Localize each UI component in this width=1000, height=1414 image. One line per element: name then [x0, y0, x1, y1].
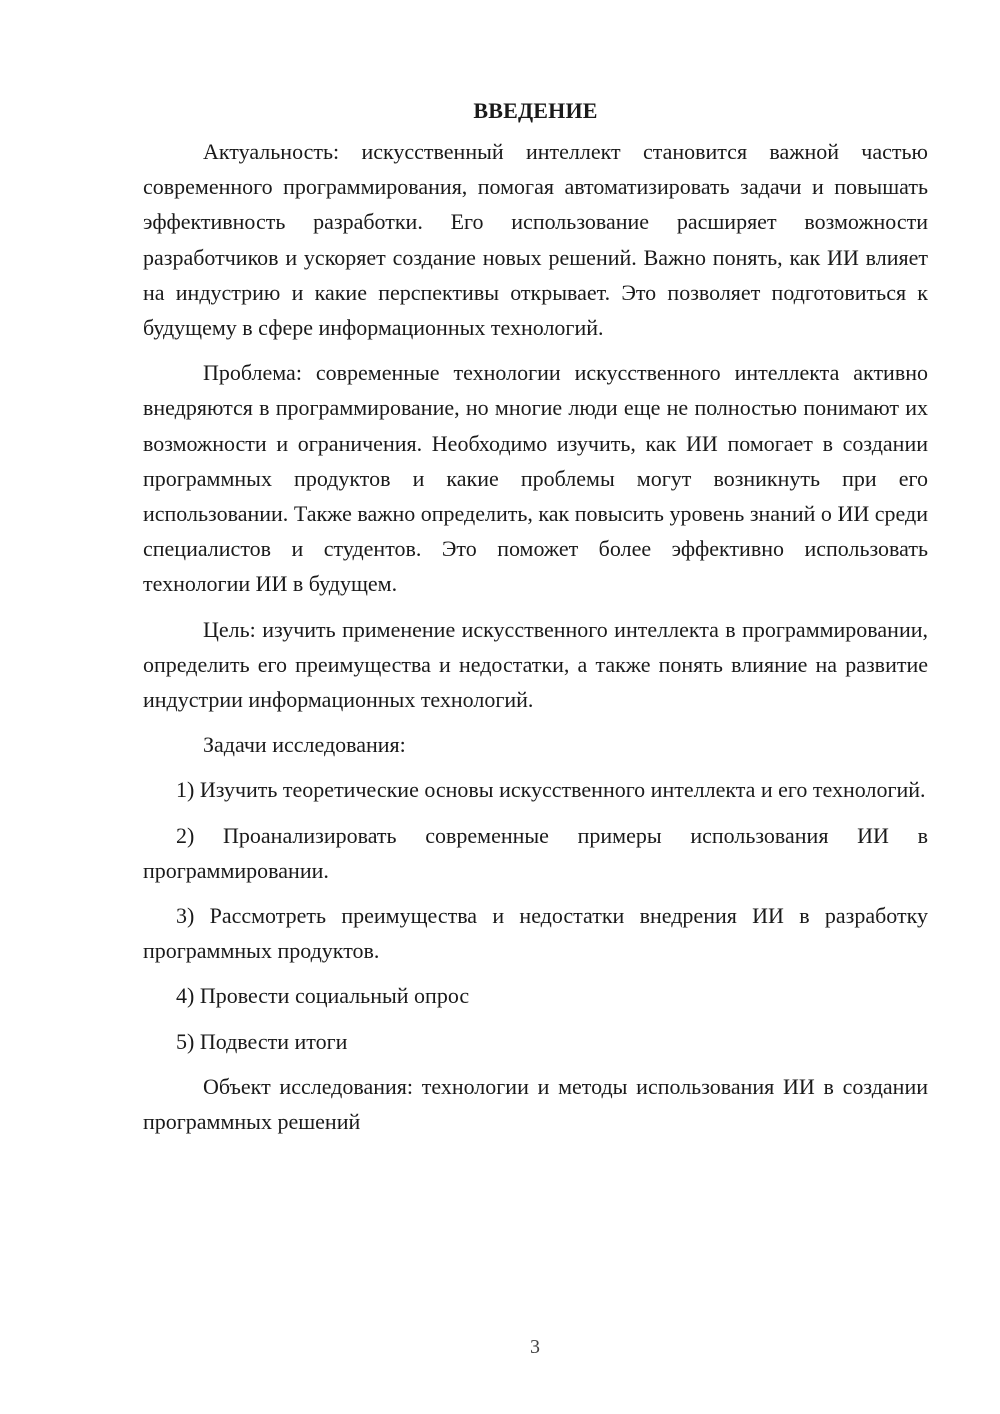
paragraph-problem: Проблема: современные технологии искусственного интеллекта активно внедряются в программирование, но многие люди еще не полностью понимают их возможности и ограничения. Необходимо изучить, как ИИ помогает в создании программных продуктов и какие проблемы могут возникнуть при его использовании. Также важно определить, как повысить уровень знаний о ИИ среди специалистов и студентов. Это поможет более эффективно использовать технологии ИИ в будущем. — [143, 360, 928, 597]
task-item-2: 2) Проанализировать современные примеры использования ИИ в программировании. — [143, 822, 928, 883]
paragraph-object: Объект исследования: технологии и методы использования ИИ в создании программных решений — [143, 1073, 928, 1135]
page-content — [143, 96, 928, 1149]
paragraph-goal: Цель: изучить применение искусственного интеллекта в программировании, определить его преимущества и недостатки, а также понять влияние на развитие индустрии информационных технологий. — [143, 616, 928, 713]
page-number: 3 — [530, 1336, 540, 1358]
task-item-5: 5) Подвести итоги — [176, 1028, 348, 1054]
section-title: ВВЕДЕНИЕ — [473, 98, 598, 123]
tasks-heading: Задачи исследования: — [203, 732, 406, 758]
task-item-4: 4) Провести социальный опрос — [176, 983, 470, 1009]
task-item-1: 1) Изучить теоретические основы искусственного интеллекта и его технологий. — [176, 777, 926, 803]
paragraph-relevance: Актуальность: искусственный интеллект становится важной частью современного программирования, помогая автоматизировать задачи и повышать эффективность разработки. Его использование расширяет возможности разработчиков и ускоряет создание новых решений. Важно понять, как ИИ влияет на индустрию и какие перспективы открывает. Это позволяет подготовиться к будущему в сфере информационных технологий. — [143, 139, 928, 341]
task-item-3: 3) Рассмотреть преимущества и недостатки внедрения ИИ в разработку программных продуктов. — [143, 903, 928, 964]
